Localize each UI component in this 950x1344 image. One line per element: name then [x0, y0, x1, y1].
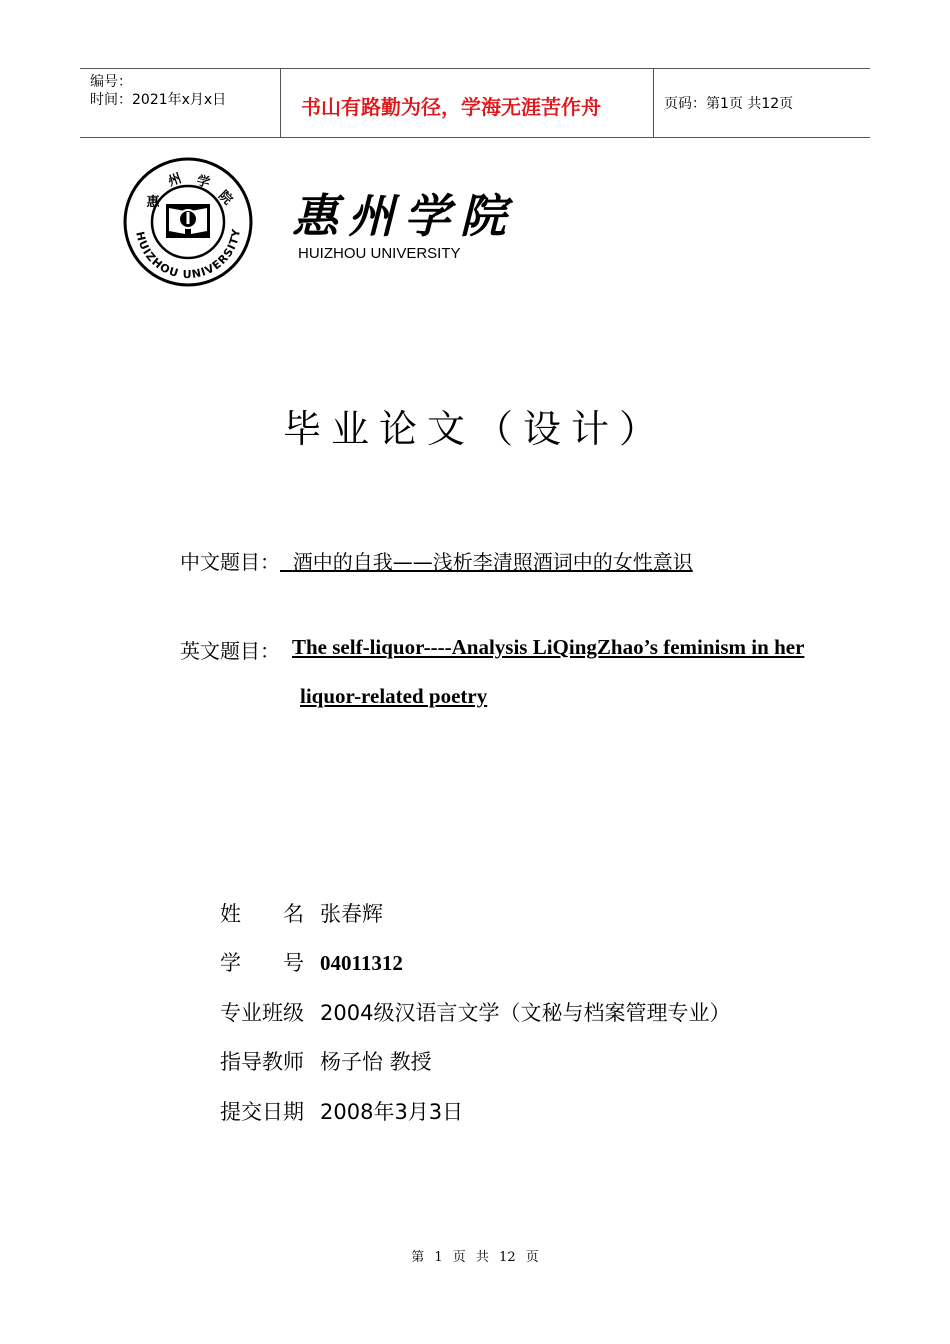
english-title-line2: liquor-related poetry: [300, 684, 488, 708]
time-label: 时间：2021年x月x日: [90, 92, 227, 108]
english-title-label: 英文题目：: [180, 639, 280, 663]
header-page-cell: [654, 69, 870, 137]
svg-text:院: 院: [215, 188, 235, 209]
advisor-label: 指导教师: [220, 1050, 304, 1074]
chinese-title-value: 酒中的自我——浅析李清照酒词中的女性意识: [292, 550, 693, 574]
header-meta-cell: [80, 69, 281, 137]
svg-text:学: 学: [194, 173, 212, 192]
name-value: 张春辉: [320, 902, 383, 926]
english-title-line1: The self-liquor----Analysis LiQingZhao’s feminism in her: [292, 635, 805, 659]
document-title: 毕业论文（设计）: [282, 407, 667, 451]
info-row-date: [220, 1096, 463, 1126]
date-value: 2008年3月3日: [320, 1100, 464, 1124]
svg-text:HUIZHOU UNIVERSITY: HUIZHOU UNIVERSITY: [133, 227, 244, 282]
info-row-class: [220, 997, 730, 1027]
number-label: 编号：: [90, 74, 132, 90]
id-label: 学 号: [220, 951, 304, 975]
svg-text:惠: [146, 194, 160, 210]
date-label: 提交日期: [220, 1100, 304, 1124]
info-row-advisor: [220, 1046, 432, 1076]
advisor-value: 杨子怡 教授: [320, 1050, 432, 1074]
class-value: 2004级汉语言文学（文秘与档案管理专业）: [320, 1001, 731, 1025]
page-footer: 第 1 页 共 12 页: [411, 1250, 539, 1265]
university-name-cn: 惠州学院: [292, 189, 516, 243]
class-label: 专业班级: [220, 1001, 304, 1025]
chinese-title-row: [180, 546, 693, 575]
info-row-id: [220, 947, 403, 977]
university-name-en: HUIZHOU UNIVERSITY: [298, 245, 461, 262]
header-motto-cell: [281, 69, 654, 137]
seal-char-1: 惠: [146, 195, 160, 210]
svg-text:州: 州: [166, 171, 184, 190]
university-seal-logo: [122, 156, 254, 288]
header-page-label: 页码：第1页 共12页: [664, 96, 794, 112]
info-row-name: [220, 898, 383, 928]
motto-text: 书山有路勤为径，学海无涯苦作舟: [301, 95, 601, 119]
chinese-title-label: 中文题目：: [180, 550, 280, 574]
page-header: [80, 68, 870, 138]
id-value: 04011312: [320, 951, 403, 975]
name-label: 姓 名: [220, 902, 304, 926]
